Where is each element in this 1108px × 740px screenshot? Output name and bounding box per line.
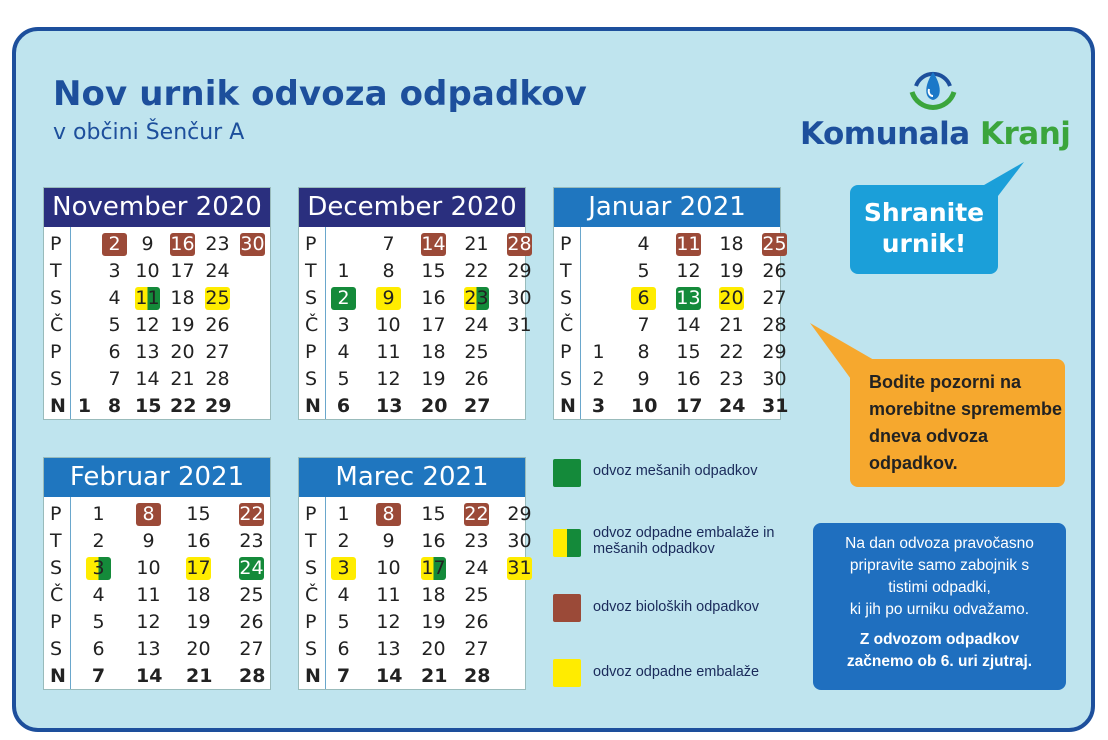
calendar-day: 31 <box>762 395 789 417</box>
pickup-day-bio: 22 <box>239 503 264 525</box>
pickup-day-embalaza: 6 <box>631 287 656 310</box>
pickup-day-embalaza-mesani: 11 <box>135 287 160 309</box>
calendar-day: 27 <box>205 341 230 363</box>
calendar-marec-2021 <box>298 457 532 690</box>
week-row <box>44 231 270 258</box>
calendar-day: 1 <box>77 395 92 417</box>
calendar-day: 10 <box>136 557 161 579</box>
calendar-januar-2021 <box>553 187 789 420</box>
pickup-day-embalaza-mesani: 17 <box>421 557 446 579</box>
calendar-day: 12 <box>376 611 401 633</box>
calendar-day: 22 <box>464 260 489 282</box>
pickup-day-embalaza: 20 <box>719 287 744 309</box>
week-row <box>554 393 789 420</box>
week-row <box>299 555 532 582</box>
pickup-day-bio: 11 <box>676 233 701 255</box>
pickup-day-embalaza-mesani: 23 <box>464 287 489 309</box>
day-letter: S <box>560 287 573 309</box>
month-grid <box>44 497 270 689</box>
day-letter: N <box>305 395 321 417</box>
calendar-day: 18 <box>186 584 211 606</box>
calendar-day: 10 <box>376 314 401 336</box>
water-drop-icon <box>904 62 962 116</box>
calendar-day: 20 <box>170 341 195 363</box>
calendar-day: 21 <box>719 314 744 336</box>
day-letter: P <box>305 503 317 525</box>
page-subtitle: v občini Šenčur A <box>53 120 245 145</box>
calendar-day: 7 <box>637 314 650 336</box>
pickup-day-mesani: 13 <box>676 287 701 309</box>
day-letter: T <box>305 530 317 552</box>
week-row <box>554 366 787 393</box>
calendar-day: 25 <box>239 584 264 606</box>
calendar-day: 21 <box>464 233 489 255</box>
calendar-day: 10 <box>631 395 658 417</box>
calendar-day: 15 <box>676 341 701 363</box>
week-row <box>299 582 525 609</box>
month-grid <box>299 497 532 689</box>
day-letter: S <box>305 557 318 579</box>
calendar-day: 26 <box>464 368 489 390</box>
calendar-day: 14 <box>376 665 403 687</box>
month-title: Marec 2021 <box>299 458 525 497</box>
calendar-day: 13 <box>376 395 403 417</box>
calendar-day: 17 <box>676 395 703 417</box>
day-letter: S <box>50 287 63 309</box>
calendar-day: 3 <box>591 395 606 417</box>
pickup-day-embalaza: 31 <box>507 557 532 579</box>
legend-label: odvoz mešanih odpadkov <box>593 463 758 479</box>
info-line-bold <box>813 651 1066 673</box>
week-row <box>299 258 532 285</box>
calendar-day: 22 <box>719 341 744 363</box>
calendar-day: 12 <box>676 260 701 282</box>
month-title: Februar 2021 <box>44 458 270 497</box>
day-letter: S <box>305 368 318 390</box>
week-row <box>44 366 270 393</box>
day-letter: P <box>50 341 62 363</box>
pickup-day-mesani: 2 <box>331 287 356 310</box>
calendar-day: 7 <box>382 233 395 255</box>
pickup-day-bio: 14 <box>421 233 446 255</box>
day-letter: P <box>560 341 572 363</box>
company-name <box>800 116 1070 152</box>
pickup-day-bio: 2 <box>102 233 127 256</box>
week-row <box>299 285 532 312</box>
calendar-day: 29 <box>762 341 787 363</box>
week-row <box>44 258 270 285</box>
calendar-day: 6 <box>337 638 350 660</box>
legend-swatch <box>553 459 581 487</box>
calendar-day: 6 <box>92 638 105 660</box>
calendar-day: 26 <box>239 611 264 633</box>
calendar-day: 19 <box>186 611 211 633</box>
calendar-day: 1 <box>337 260 350 282</box>
week-row <box>554 312 787 339</box>
calendar-day: 23 <box>205 233 230 255</box>
calendar-day: 2 <box>592 368 605 390</box>
calendar-day: 26 <box>205 314 230 336</box>
info-line: Na dan odvoza pravočasno <box>845 535 1034 552</box>
calendar-day: 14 <box>136 665 163 687</box>
week-row <box>44 312 270 339</box>
day-letter: N <box>50 665 66 687</box>
calendar-december-2020 <box>298 187 532 420</box>
pickup-day-embalaza: 3 <box>331 557 356 580</box>
calendar-day: 12 <box>135 314 160 336</box>
calendar-day: 5 <box>337 368 350 390</box>
day-letter: S <box>50 368 63 390</box>
calendar-day: 29 <box>507 260 532 282</box>
calendar-day: 26 <box>464 611 489 633</box>
week-row <box>44 582 270 609</box>
month-grid <box>44 227 270 419</box>
calendar-day: 5 <box>92 611 105 633</box>
pickup-day-bio: 8 <box>376 503 401 526</box>
week-row <box>554 231 787 258</box>
pickup-day-embalaza-mesani: 3 <box>86 557 111 580</box>
week-row <box>299 501 532 528</box>
day-letter: P <box>305 233 317 255</box>
save-schedule-bubble: Shranite urnik! <box>850 185 998 274</box>
company-logo <box>800 62 1070 162</box>
info-line: pripravite samo zabojnik s <box>849 557 1030 574</box>
calendar-day: 27 <box>239 638 264 660</box>
day-letter: S <box>50 638 63 660</box>
calendar-day: 12 <box>136 611 161 633</box>
calendar-day: 24 <box>205 260 230 282</box>
calendar-day: 21 <box>186 665 213 687</box>
calendar-day: 16 <box>676 368 701 390</box>
calendar-day: 19 <box>421 368 446 390</box>
calendar-day: 16 <box>421 287 446 309</box>
calendar-day: 23 <box>464 530 489 552</box>
calendar-day: 8 <box>382 260 395 282</box>
calendar-day: 22 <box>170 395 197 417</box>
calendar-day: 30 <box>762 368 787 390</box>
calendar-day: 4 <box>337 341 350 363</box>
calendar-november-2020 <box>43 187 271 420</box>
day-letter: N <box>50 395 66 417</box>
pickup-day-embalaza: 17 <box>186 557 211 579</box>
week-row <box>44 609 270 636</box>
pickup-day-bio: 16 <box>170 233 195 255</box>
calendar-day: 19 <box>170 314 195 336</box>
calendar-day: 23 <box>239 530 264 552</box>
week-row <box>299 636 525 663</box>
calendar-day: 13 <box>376 638 401 660</box>
day-letter: N <box>305 665 321 687</box>
calendar-day: 10 <box>135 260 160 282</box>
day-letter: S <box>305 638 318 660</box>
calendar-day: 31 <box>507 314 532 336</box>
month-title: November 2020 <box>44 188 270 227</box>
calendar-day: 15 <box>421 260 446 282</box>
day-letter: S <box>560 368 573 390</box>
info-box <box>813 523 1066 690</box>
calendar-day: 29 <box>205 395 232 417</box>
week-row <box>299 231 532 258</box>
legend-swatch <box>553 659 581 687</box>
calendar-day: 8 <box>107 395 122 417</box>
day-letter: T <box>50 260 62 282</box>
calendar-day: 3 <box>108 260 121 282</box>
day-letter: P <box>560 233 572 255</box>
week-row <box>44 555 270 582</box>
legend-label: odvoz bioloških odpadkov <box>593 599 760 615</box>
attention-bubble: Bodite pozorni na morebitne spremembe dneva odvoza odpadkov. <box>850 359 1065 487</box>
day-letter: N <box>560 395 576 417</box>
info-line-bold: Z odvozom odpadkov <box>859 631 1020 648</box>
week-row <box>299 393 525 420</box>
day-letter: Č <box>50 314 64 336</box>
legend-label: odvoz odpadne embalaže <box>593 664 760 680</box>
pickup-day-bio: 25 <box>762 233 787 255</box>
info-line: ki jih po urniku odvažamo. <box>849 601 1030 618</box>
calendar-day: 18 <box>719 233 744 255</box>
week-row <box>554 285 787 312</box>
company-name-part1: Komunala <box>800 116 970 152</box>
calendar-day: 15 <box>186 503 211 525</box>
week-row <box>44 339 270 366</box>
day-letter: P <box>305 611 317 633</box>
day-letter: S <box>305 287 318 309</box>
calendar-day: 18 <box>421 584 446 606</box>
week-row <box>554 258 787 285</box>
calendar-day: 21 <box>170 368 195 390</box>
week-row <box>44 285 270 312</box>
calendar-day: 10 <box>376 557 401 579</box>
calendar-day: 28 <box>762 314 787 336</box>
day-letter: T <box>305 260 317 282</box>
calendar-day: 5 <box>637 260 650 282</box>
calendar-day: 1 <box>92 503 105 525</box>
pickup-day-bio: 30 <box>240 233 265 255</box>
calendar-day: 28 <box>239 665 266 687</box>
week-row <box>44 528 270 555</box>
calendar-day: 25 <box>464 584 489 606</box>
pickup-day-mesani: 24 <box>239 557 264 579</box>
calendar-day: 4 <box>92 584 105 606</box>
month-grid <box>299 227 532 419</box>
month-title: December 2020 <box>299 188 525 227</box>
calendar-day: 14 <box>135 368 160 390</box>
calendar-day: 20 <box>186 638 211 660</box>
week-row <box>299 339 525 366</box>
calendar-day: 18 <box>170 287 195 309</box>
calendar-day: 18 <box>421 341 446 363</box>
day-letter: P <box>50 611 62 633</box>
calendar-day: 30 <box>507 530 532 552</box>
calendar-day: 16 <box>186 530 211 552</box>
calendar-day: 19 <box>719 260 744 282</box>
calendar-day: 15 <box>135 395 162 417</box>
calendar-day: 28 <box>205 368 230 390</box>
calendar-day: 8 <box>637 341 650 363</box>
calendar-day: 7 <box>336 665 351 687</box>
calendar-day: 24 <box>719 395 746 417</box>
calendar-day: 6 <box>108 341 121 363</box>
calendar-day: 14 <box>676 314 701 336</box>
pickup-day-bio: 28 <box>507 233 532 255</box>
calendar-day: 11 <box>376 341 401 363</box>
company-name-part2: Kranj <box>979 116 1071 152</box>
pickup-day-bio: 8 <box>136 503 161 526</box>
calendar-day: 16 <box>421 530 446 552</box>
calendar-day: 9 <box>141 233 154 255</box>
calendar-day: 1 <box>592 341 605 363</box>
week-row <box>299 609 525 636</box>
calendar-day: 9 <box>142 530 155 552</box>
day-letter: T <box>50 530 62 552</box>
day-letter: Č <box>305 314 319 336</box>
month-grid <box>554 227 789 419</box>
calendar-day: 6 <box>336 395 351 417</box>
calendar-day: 19 <box>421 611 446 633</box>
calendar-day: 7 <box>91 665 106 687</box>
calendar-day: 17 <box>170 260 195 282</box>
day-letter: Č <box>305 584 319 606</box>
calendar-day: 5 <box>108 314 121 336</box>
week-row <box>299 663 525 690</box>
day-letter: Č <box>560 314 574 336</box>
calendar-day: 21 <box>421 665 448 687</box>
legend-swatch <box>553 594 581 622</box>
calendar-day: 11 <box>376 584 401 606</box>
calendar-day: 3 <box>337 314 350 336</box>
calendar-day: 1 <box>337 503 350 525</box>
calendar-day: 4 <box>337 584 350 606</box>
calendar-februar-2021 <box>43 457 271 690</box>
calendar-day: 17 <box>421 314 446 336</box>
calendar-day: 27 <box>762 287 787 309</box>
calendar-day: 5 <box>337 611 350 633</box>
month-title: Januar 2021 <box>554 188 780 227</box>
calendar-day: 13 <box>135 341 160 363</box>
day-letter: S <box>50 557 63 579</box>
calendar-day: 11 <box>136 584 161 606</box>
calendar-day: 25 <box>464 341 489 363</box>
day-letter: Č <box>50 584 64 606</box>
calendar-day: 9 <box>382 530 395 552</box>
week-row <box>44 501 270 528</box>
week-row <box>44 663 270 690</box>
week-row <box>299 312 532 339</box>
calendar-day: 4 <box>637 233 650 255</box>
pickup-day-embalaza: 25 <box>205 287 230 309</box>
week-row <box>44 636 270 663</box>
calendar-day: 2 <box>92 530 105 552</box>
calendar-day: 20 <box>421 638 446 660</box>
calendar-day: 24 <box>464 557 489 579</box>
info-line: tistimi odpadki, <box>888 579 991 596</box>
calendar-day: 26 <box>762 260 787 282</box>
calendar-day: 15 <box>421 503 446 525</box>
calendar-day: 27 <box>464 395 491 417</box>
calendar-day: 28 <box>464 665 491 687</box>
pickup-day-bio: 22 <box>464 503 489 525</box>
calendar-day: 27 <box>464 638 489 660</box>
day-letter: P <box>305 341 317 363</box>
day-letter: T <box>560 260 572 282</box>
calendar-day: 20 <box>421 395 448 417</box>
calendar-day: 30 <box>507 287 532 309</box>
calendar-day: 7 <box>108 368 121 390</box>
page-title: Nov urnik odvoza odpadkov <box>53 74 587 114</box>
info-start-time: začnemo ob 6. uri zjutraj. <box>846 653 1033 670</box>
week-row <box>299 528 532 555</box>
calendar-day: 23 <box>719 368 744 390</box>
day-letter: P <box>50 503 62 525</box>
calendar-day: 24 <box>464 314 489 336</box>
calendar-day: 13 <box>136 638 161 660</box>
legend-label: odvoz odpadne embalaže in mešanih odpadkov <box>593 525 775 557</box>
calendar-day: 12 <box>376 368 401 390</box>
week-row <box>554 339 787 366</box>
pickup-day-embalaza: 9 <box>376 287 401 310</box>
calendar-day: 4 <box>108 287 121 309</box>
legend-swatch <box>553 529 581 557</box>
calendar-day: 2 <box>337 530 350 552</box>
day-letter: P <box>50 233 62 255</box>
week-row <box>44 393 270 420</box>
calendar-day: 29 <box>507 503 532 525</box>
calendar-day: 9 <box>637 368 650 390</box>
week-row <box>299 366 525 393</box>
